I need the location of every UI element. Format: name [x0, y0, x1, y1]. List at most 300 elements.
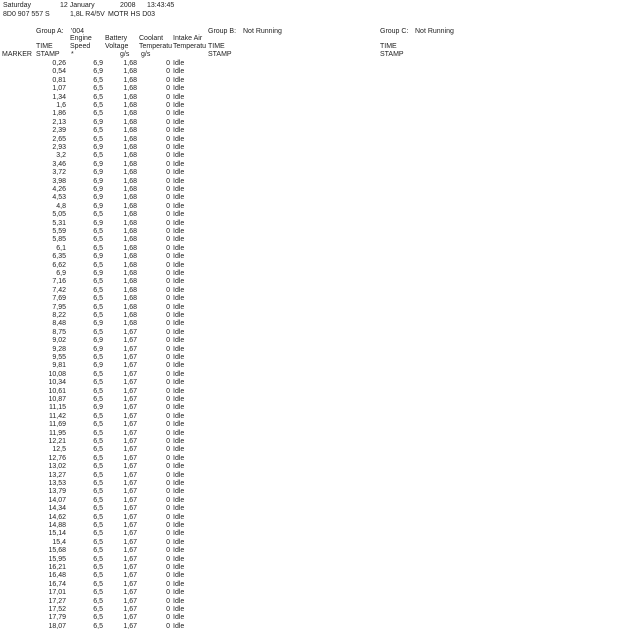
intake-air-cell: Idle [173, 286, 185, 294]
battery-voltage-cell: 1,68 [123, 68, 137, 76]
col-time-c: TIME [380, 43, 397, 50]
col-marker: MARKER [2, 51, 32, 58]
battery-voltage-cell: 1,67 [123, 328, 137, 336]
header-date: 12 January [60, 2, 95, 9]
time-stamp-cell: 7,69 [52, 295, 66, 303]
engine-speed-cell: 6,5 [93, 530, 103, 538]
time-stamp-cell: 2,13 [52, 118, 66, 126]
time-stamp-cell: 17,01 [48, 589, 66, 597]
intake-air-cell: Idle [173, 253, 185, 261]
coolant-temp-cell: 0 [166, 597, 170, 605]
time-stamp-cell: 5,85 [52, 236, 66, 244]
engine-speed-cell: 6,5 [93, 513, 103, 521]
battery-voltage-cell: 1,68 [123, 228, 137, 235]
coolant-temp-cell: 0 [166, 547, 170, 555]
intake-air-cell: Idle [173, 387, 185, 395]
engine-speed-cell: 6,9 [93, 320, 103, 328]
col-stamp-c: STAMP [380, 51, 404, 58]
battery-voltage-cell: 1,67 [123, 530, 137, 538]
battery-voltage-cell: 1,67 [123, 580, 137, 588]
battery-voltage-cell: 1,67 [123, 522, 137, 529]
coolant-temp-cell: 0 [166, 530, 170, 538]
engine-speed-cell: 6,5 [93, 412, 103, 420]
table-row [0, 623, 200, 632]
intake-air-cell: Idle [173, 580, 185, 588]
engine-speed-cell: 6,9 [93, 186, 103, 193]
engine-speed-cell: 6,5 [93, 152, 103, 160]
battery-voltage-cell: 1,68 [123, 211, 137, 219]
coolant-temp-cell: 0 [166, 135, 170, 143]
intake-air-cell: Idle [173, 606, 185, 613]
engine-speed-cell: 6,5 [93, 76, 103, 84]
engine-speed-cell: 6,9 [93, 160, 103, 168]
battery-voltage-cell: 1,67 [123, 480, 137, 487]
intake-air-cell: Idle [173, 530, 185, 538]
coolant-temp-cell: 0 [166, 522, 170, 529]
engine-speed-cell: 6,5 [93, 93, 103, 101]
time-stamp-cell: 2,39 [52, 127, 66, 135]
battery-voltage-cell: 1,68 [123, 286, 137, 294]
col-engine-speed-unit: * [71, 51, 74, 58]
coolant-temp-cell: 0 [166, 194, 170, 202]
coolant-temp-cell: 0 [166, 404, 170, 412]
battery-voltage-cell: 1,68 [123, 202, 137, 210]
intake-air-cell: Idle [173, 564, 185, 571]
coolant-temp-cell: 0 [166, 219, 170, 227]
battery-voltage-cell: 1,67 [123, 597, 137, 605]
engine-speed-cell: 6,5 [93, 286, 103, 294]
intake-air-cell: Idle [173, 589, 185, 597]
engine-speed-cell: 6,5 [93, 85, 103, 93]
engine-speed-cell: 6,5 [93, 102, 103, 109]
engine-speed-cell: 6,9 [93, 404, 103, 412]
intake-air-cell: Idle [173, 127, 185, 135]
engine-speed-cell: 6,5 [93, 522, 103, 529]
battery-voltage-cell: 1,67 [123, 454, 137, 462]
engine-speed-cell: 6,9 [93, 118, 103, 126]
engine-speed-cell: 6,5 [93, 547, 103, 555]
engine-speed-cell: 6,5 [93, 597, 103, 605]
battery-voltage-cell: 1,67 [123, 337, 137, 345]
coolant-temp-cell: 0 [166, 211, 170, 219]
engine-speed-cell: 6,9 [93, 362, 103, 370]
battery-voltage-cell: 1,67 [123, 421, 137, 429]
coolant-temp-cell: 0 [166, 471, 170, 479]
intake-air-cell: Idle [173, 177, 185, 185]
battery-voltage-cell: 1,68 [123, 278, 137, 286]
coolant-temp-cell: 0 [166, 93, 170, 101]
col-intake-air-line2: Temperatu [173, 43, 207, 50]
time-stamp-cell: 11,42 [49, 412, 66, 420]
coolant-temp-cell: 0 [166, 144, 170, 151]
time-stamp-cell: 14,62 [48, 513, 66, 521]
battery-voltage-cell: 1,67 [123, 606, 137, 613]
coolant-temp-cell: 0 [166, 454, 170, 462]
intake-air-cell: Idle [173, 85, 185, 93]
engine-speed-cell: 6,5 [93, 127, 103, 135]
battery-voltage-cell: 1,67 [123, 463, 137, 471]
group-a-label: Group A: [36, 28, 64, 35]
intake-air-cell: Idle [173, 102, 185, 109]
engine-speed-cell: 6,5 [93, 505, 103, 513]
time-stamp-cell: 6,9 [56, 270, 66, 277]
battery-voltage-cell: 1,67 [123, 396, 137, 403]
engine-speed-cell: 6,9 [93, 144, 103, 151]
intake-air-cell: Idle [173, 110, 185, 118]
time-stamp-cell: 0,54 [52, 68, 66, 76]
intake-air-cell: Idle [173, 93, 185, 101]
intake-air-cell: Idle [173, 555, 185, 563]
coolant-temp-cell: 0 [166, 429, 170, 437]
engine-speed-cell: 6,5 [93, 312, 103, 319]
time-stamp-cell: 15,68 [48, 547, 66, 555]
battery-voltage-cell: 1,68 [123, 270, 137, 277]
time-stamp-cell: 16,74 [48, 580, 66, 588]
intake-air-cell: Idle [173, 496, 185, 504]
intake-air-cell: Idle [173, 404, 185, 412]
coolant-temp-cell: 0 [166, 118, 170, 126]
intake-air-cell: Idle [173, 471, 185, 479]
time-stamp-cell: 0,26 [52, 60, 66, 67]
engine-speed-cell: 6,9 [93, 337, 103, 345]
engine-speed-cell: 6,5 [93, 396, 103, 403]
battery-voltage-cell: 1,67 [123, 513, 137, 521]
time-stamp-cell: 13,02 [48, 463, 66, 471]
coolant-temp-cell: 0 [166, 85, 170, 93]
engine-speed-cell: 6,5 [93, 135, 103, 143]
engine-speed-cell: 6,5 [93, 555, 103, 563]
battery-voltage-cell: 1,68 [123, 102, 137, 109]
intake-air-cell: Idle [173, 362, 185, 370]
battery-voltage-cell: 1,68 [123, 244, 137, 252]
engine-speed-cell: 6,5 [93, 228, 103, 235]
time-stamp-cell: 4,8 [56, 202, 66, 210]
time-stamp-cell: 10,87 [48, 396, 66, 403]
intake-air-cell: Idle [173, 160, 185, 168]
engine-speed-cell: 6,9 [93, 345, 103, 353]
intake-air-cell: Idle [173, 614, 185, 622]
engine-speed-cell: 6,5 [93, 236, 103, 244]
coolant-temp-cell: 0 [166, 580, 170, 588]
intake-air-cell: Idle [173, 396, 185, 403]
battery-voltage-cell: 1,67 [123, 564, 137, 571]
battery-voltage-cell: 1,68 [123, 127, 137, 135]
time-stamp-cell: 12,21 [48, 438, 66, 445]
time-stamp-cell: 3,46 [52, 160, 66, 168]
battery-voltage-cell: 1,67 [123, 362, 137, 370]
time-stamp-cell: 14,34 [48, 505, 66, 513]
battery-voltage-cell: 1,68 [123, 320, 137, 328]
battery-voltage-cell: 1,68 [123, 93, 137, 101]
engine-speed-cell: 6,5 [93, 471, 103, 479]
coolant-temp-cell: 0 [166, 127, 170, 135]
coolant-temp-cell: 0 [166, 312, 170, 319]
intake-air-cell: Idle [173, 152, 185, 160]
header-engine-description: 1,8L R4/5V [70, 11, 105, 18]
coolant-temp-cell: 0 [166, 295, 170, 303]
battery-voltage-cell: 1,68 [123, 135, 137, 143]
intake-air-cell: Idle [173, 463, 185, 471]
battery-voltage-cell: 1,67 [123, 614, 137, 622]
coolant-temp-cell: 0 [166, 412, 170, 420]
time-stamp-cell: 14,88 [48, 522, 66, 529]
header-day: Saturday [3, 2, 32, 9]
col-engine-speed-line1: Engine [70, 35, 92, 42]
battery-voltage-cell: 1,68 [123, 312, 137, 319]
coolant-temp-cell: 0 [166, 446, 170, 454]
group-b-label: Group B: [208, 28, 237, 35]
coolant-temp-cell: 0 [166, 589, 170, 597]
coolant-temp-cell: 0 [166, 354, 170, 361]
time-stamp-cell: 11,95 [49, 429, 66, 437]
battery-voltage-cell: 1,67 [123, 471, 137, 479]
intake-air-cell: Idle [173, 320, 185, 328]
coolant-temp-cell: 0 [166, 253, 170, 261]
time-stamp-cell: 0,81 [52, 76, 66, 84]
time-stamp-cell: 1,86 [52, 110, 66, 118]
coolant-temp-cell: 0 [166, 320, 170, 328]
coolant-temp-cell: 0 [166, 270, 170, 277]
engine-speed-cell: 6,5 [93, 463, 103, 471]
time-stamp-cell: 17,79 [48, 614, 66, 622]
coolant-temp-cell: 0 [166, 228, 170, 235]
time-stamp-cell: 18,07 [48, 622, 66, 630]
engine-speed-cell: 6,5 [93, 606, 103, 613]
intake-air-cell: Idle [173, 228, 185, 235]
intake-air-cell: Idle [173, 295, 185, 303]
intake-air-cell: Idle [173, 522, 185, 529]
coolant-temp-cell: 0 [166, 370, 170, 378]
time-stamp-cell: 7,42 [52, 286, 66, 294]
engine-speed-cell: 6,5 [93, 295, 103, 303]
engine-speed-cell: 6,9 [93, 68, 103, 76]
col-stamp-b: STAMP [208, 51, 232, 58]
time-stamp-cell: 8,48 [52, 320, 66, 328]
battery-voltage-cell: 1,67 [123, 429, 137, 437]
engine-speed-cell: 6,5 [93, 261, 103, 269]
header-module: MOTR HS D03 [108, 11, 156, 18]
engine-speed-cell: 6,5 [93, 488, 103, 496]
coolant-temp-cell: 0 [166, 396, 170, 403]
battery-voltage-cell: 1,67 [123, 412, 137, 420]
time-stamp-cell: 9,28 [52, 345, 66, 353]
col-stamp-a: STAMP [36, 51, 60, 58]
coolant-temp-cell: 0 [166, 538, 170, 546]
battery-voltage-cell: 1,68 [123, 236, 137, 244]
intake-air-cell: Idle [173, 219, 185, 227]
intake-air-cell: Idle [173, 622, 185, 630]
intake-air-cell: Idle [173, 412, 185, 420]
coolant-temp-cell: 0 [166, 463, 170, 471]
battery-voltage-cell: 1,67 [123, 589, 137, 597]
engine-speed-cell: 6,5 [93, 538, 103, 546]
time-stamp-cell: 17,27 [48, 597, 66, 605]
coolant-temp-cell: 0 [166, 261, 170, 269]
time-stamp-cell: 1,34 [52, 93, 66, 101]
col-time-a: TIME [36, 43, 53, 50]
engine-speed-cell: 6,5 [93, 496, 103, 504]
intake-air-cell: Idle [173, 480, 185, 487]
time-stamp-cell: 14,07 [48, 496, 66, 504]
battery-voltage-cell: 1,67 [123, 370, 137, 378]
coolant-temp-cell: 0 [166, 564, 170, 571]
intake-air-cell: Idle [173, 547, 185, 555]
battery-voltage-cell: 1,67 [123, 496, 137, 504]
coolant-temp-cell: 0 [166, 379, 170, 387]
battery-voltage-cell: 1,67 [123, 488, 137, 496]
coolant-temp-cell: 0 [166, 303, 170, 311]
coolant-temp-cell: 0 [166, 102, 170, 109]
intake-air-cell: Idle [173, 328, 185, 336]
coolant-temp-cell: 0 [166, 387, 170, 395]
coolant-temp-cell: 0 [166, 169, 170, 177]
battery-voltage-cell: 1,67 [123, 404, 137, 412]
time-stamp-cell: 6,62 [52, 261, 66, 269]
col-battery-voltage-line1: Battery [105, 35, 128, 42]
coolant-temp-cell: 0 [166, 152, 170, 160]
time-stamp-cell: 3,2 [56, 152, 66, 160]
engine-speed-cell: 6,5 [93, 303, 103, 311]
time-stamp-cell: 4,26 [52, 186, 66, 193]
coolant-temp-cell: 0 [166, 60, 170, 67]
time-stamp-cell: 2,65 [52, 135, 66, 143]
intake-air-cell: Idle [173, 270, 185, 277]
coolant-temp-cell: 0 [166, 421, 170, 429]
engine-speed-cell: 6,9 [93, 177, 103, 185]
intake-air-cell: Idle [173, 379, 185, 387]
intake-air-cell: Idle [173, 354, 185, 361]
time-stamp-cell: 1,6 [56, 102, 66, 109]
battery-voltage-cell: 1,68 [123, 194, 137, 202]
time-stamp-cell: 3,72 [52, 169, 66, 177]
engine-speed-cell: 6,5 [93, 480, 103, 487]
time-stamp-cell: 10,61 [48, 387, 66, 395]
battery-voltage-cell: 1,67 [123, 387, 137, 395]
intake-air-cell: Idle [173, 345, 185, 353]
col-intake-air-line1: Intake Air [173, 35, 203, 42]
battery-voltage-cell: 1,68 [123, 169, 137, 177]
battery-voltage-cell: 1,67 [123, 555, 137, 563]
time-stamp-cell: 7,95 [52, 303, 66, 311]
coolant-temp-cell: 0 [166, 244, 170, 252]
engine-speed-cell: 6,5 [93, 564, 103, 571]
engine-speed-cell: 6,5 [93, 446, 103, 454]
intake-air-cell: Idle [173, 538, 185, 546]
intake-air-cell: Idle [173, 597, 185, 605]
group-c-label: Group C: [380, 28, 409, 35]
time-stamp-cell: 15,14 [48, 530, 66, 538]
intake-air-cell: Idle [173, 513, 185, 521]
battery-voltage-cell: 1,68 [123, 295, 137, 303]
battery-voltage-cell: 1,67 [123, 379, 137, 387]
battery-voltage-cell: 1,68 [123, 60, 137, 67]
intake-air-cell: Idle [173, 446, 185, 454]
engine-speed-cell: 6,5 [93, 110, 103, 118]
time-stamp-cell: 7,16 [52, 278, 66, 286]
intake-air-cell: Idle [173, 303, 185, 311]
coolant-temp-cell: 0 [166, 438, 170, 445]
header-time: 13:43:45 [147, 2, 175, 9]
intake-air-cell: Idle [173, 312, 185, 319]
time-stamp-cell: 11,69 [49, 421, 66, 429]
intake-air-cell: Idle [173, 169, 185, 177]
intake-air-cell: Idle [173, 454, 185, 462]
coolant-temp-cell: 0 [166, 186, 170, 193]
engine-speed-cell: 6,5 [93, 429, 103, 437]
battery-voltage-cell: 1,68 [123, 76, 137, 84]
battery-voltage-cell: 1,68 [123, 186, 137, 193]
engine-speed-cell: 6,5 [93, 421, 103, 429]
time-stamp-cell: 13,27 [48, 471, 66, 479]
time-stamp-cell: 3,98 [52, 177, 66, 185]
intake-air-cell: Idle [173, 135, 185, 143]
group-a-value: '004 [71, 28, 85, 35]
time-stamp-cell: 10,34 [48, 379, 66, 387]
time-stamp-cell: 6,35 [52, 253, 66, 261]
intake-air-cell: Idle [173, 337, 185, 345]
time-stamp-cell: 1,07 [52, 85, 66, 93]
intake-air-cell: Idle [173, 505, 185, 513]
intake-air-cell: Idle [173, 68, 185, 76]
coolant-temp-cell: 0 [166, 606, 170, 613]
group-b-value: Not Running [243, 28, 282, 35]
coolant-temp-cell: 0 [166, 488, 170, 496]
time-stamp-cell: 2,93 [52, 144, 66, 151]
engine-speed-cell: 6,5 [93, 438, 103, 445]
battery-voltage-cell: 1,68 [123, 253, 137, 261]
coolant-temp-cell: 0 [166, 160, 170, 168]
battery-voltage-cell: 1,68 [123, 303, 137, 311]
time-stamp-cell: 12,5 [52, 446, 66, 454]
col-engine-speed-line2: Speed [70, 43, 91, 50]
col-battery-voltage-line2: Voltage [105, 43, 129, 50]
coolant-temp-cell: 0 [166, 236, 170, 244]
coolant-temp-cell: 0 [166, 278, 170, 286]
engine-speed-cell: 6,5 [93, 614, 103, 622]
coolant-temp-cell: 0 [166, 572, 170, 580]
time-stamp-cell: 16,48 [48, 572, 66, 580]
engine-speed-cell: 6,5 [93, 379, 103, 387]
intake-air-cell: Idle [173, 261, 185, 269]
intake-air-cell: Idle [173, 244, 185, 252]
time-stamp-cell: 11,15 [49, 404, 66, 412]
time-stamp-cell: 5,31 [52, 219, 66, 227]
engine-speed-cell: 6,5 [93, 622, 103, 630]
coolant-temp-cell: 0 [166, 76, 170, 84]
time-stamp-cell: 5,05 [52, 211, 66, 219]
battery-voltage-cell: 1,67 [123, 547, 137, 555]
battery-voltage-cell: 1,68 [123, 219, 137, 227]
intake-air-cell: Idle [173, 211, 185, 219]
intake-air-cell: Idle [173, 429, 185, 437]
coolant-temp-cell: 0 [166, 328, 170, 336]
battery-voltage-cell: 1,67 [123, 538, 137, 546]
coolant-temp-cell: 0 [166, 68, 170, 76]
time-stamp-cell: 9,02 [52, 337, 66, 345]
time-stamp-cell: 15,95 [48, 555, 66, 563]
engine-speed-cell: 6,9 [93, 219, 103, 227]
battery-voltage-cell: 1,67 [123, 622, 137, 630]
time-stamp-cell: 17,52 [48, 606, 66, 613]
col-coolant-temp-unit: g/s [141, 51, 151, 58]
intake-air-cell: Idle [173, 144, 185, 151]
col-coolant-temp-line2: Temperatu [139, 43, 173, 50]
coolant-temp-cell: 0 [166, 110, 170, 118]
battery-voltage-cell: 1,68 [123, 110, 137, 118]
engine-speed-cell: 6,5 [93, 370, 103, 378]
intake-air-cell: Idle [173, 572, 185, 580]
time-stamp-cell: 5,59 [52, 228, 66, 235]
